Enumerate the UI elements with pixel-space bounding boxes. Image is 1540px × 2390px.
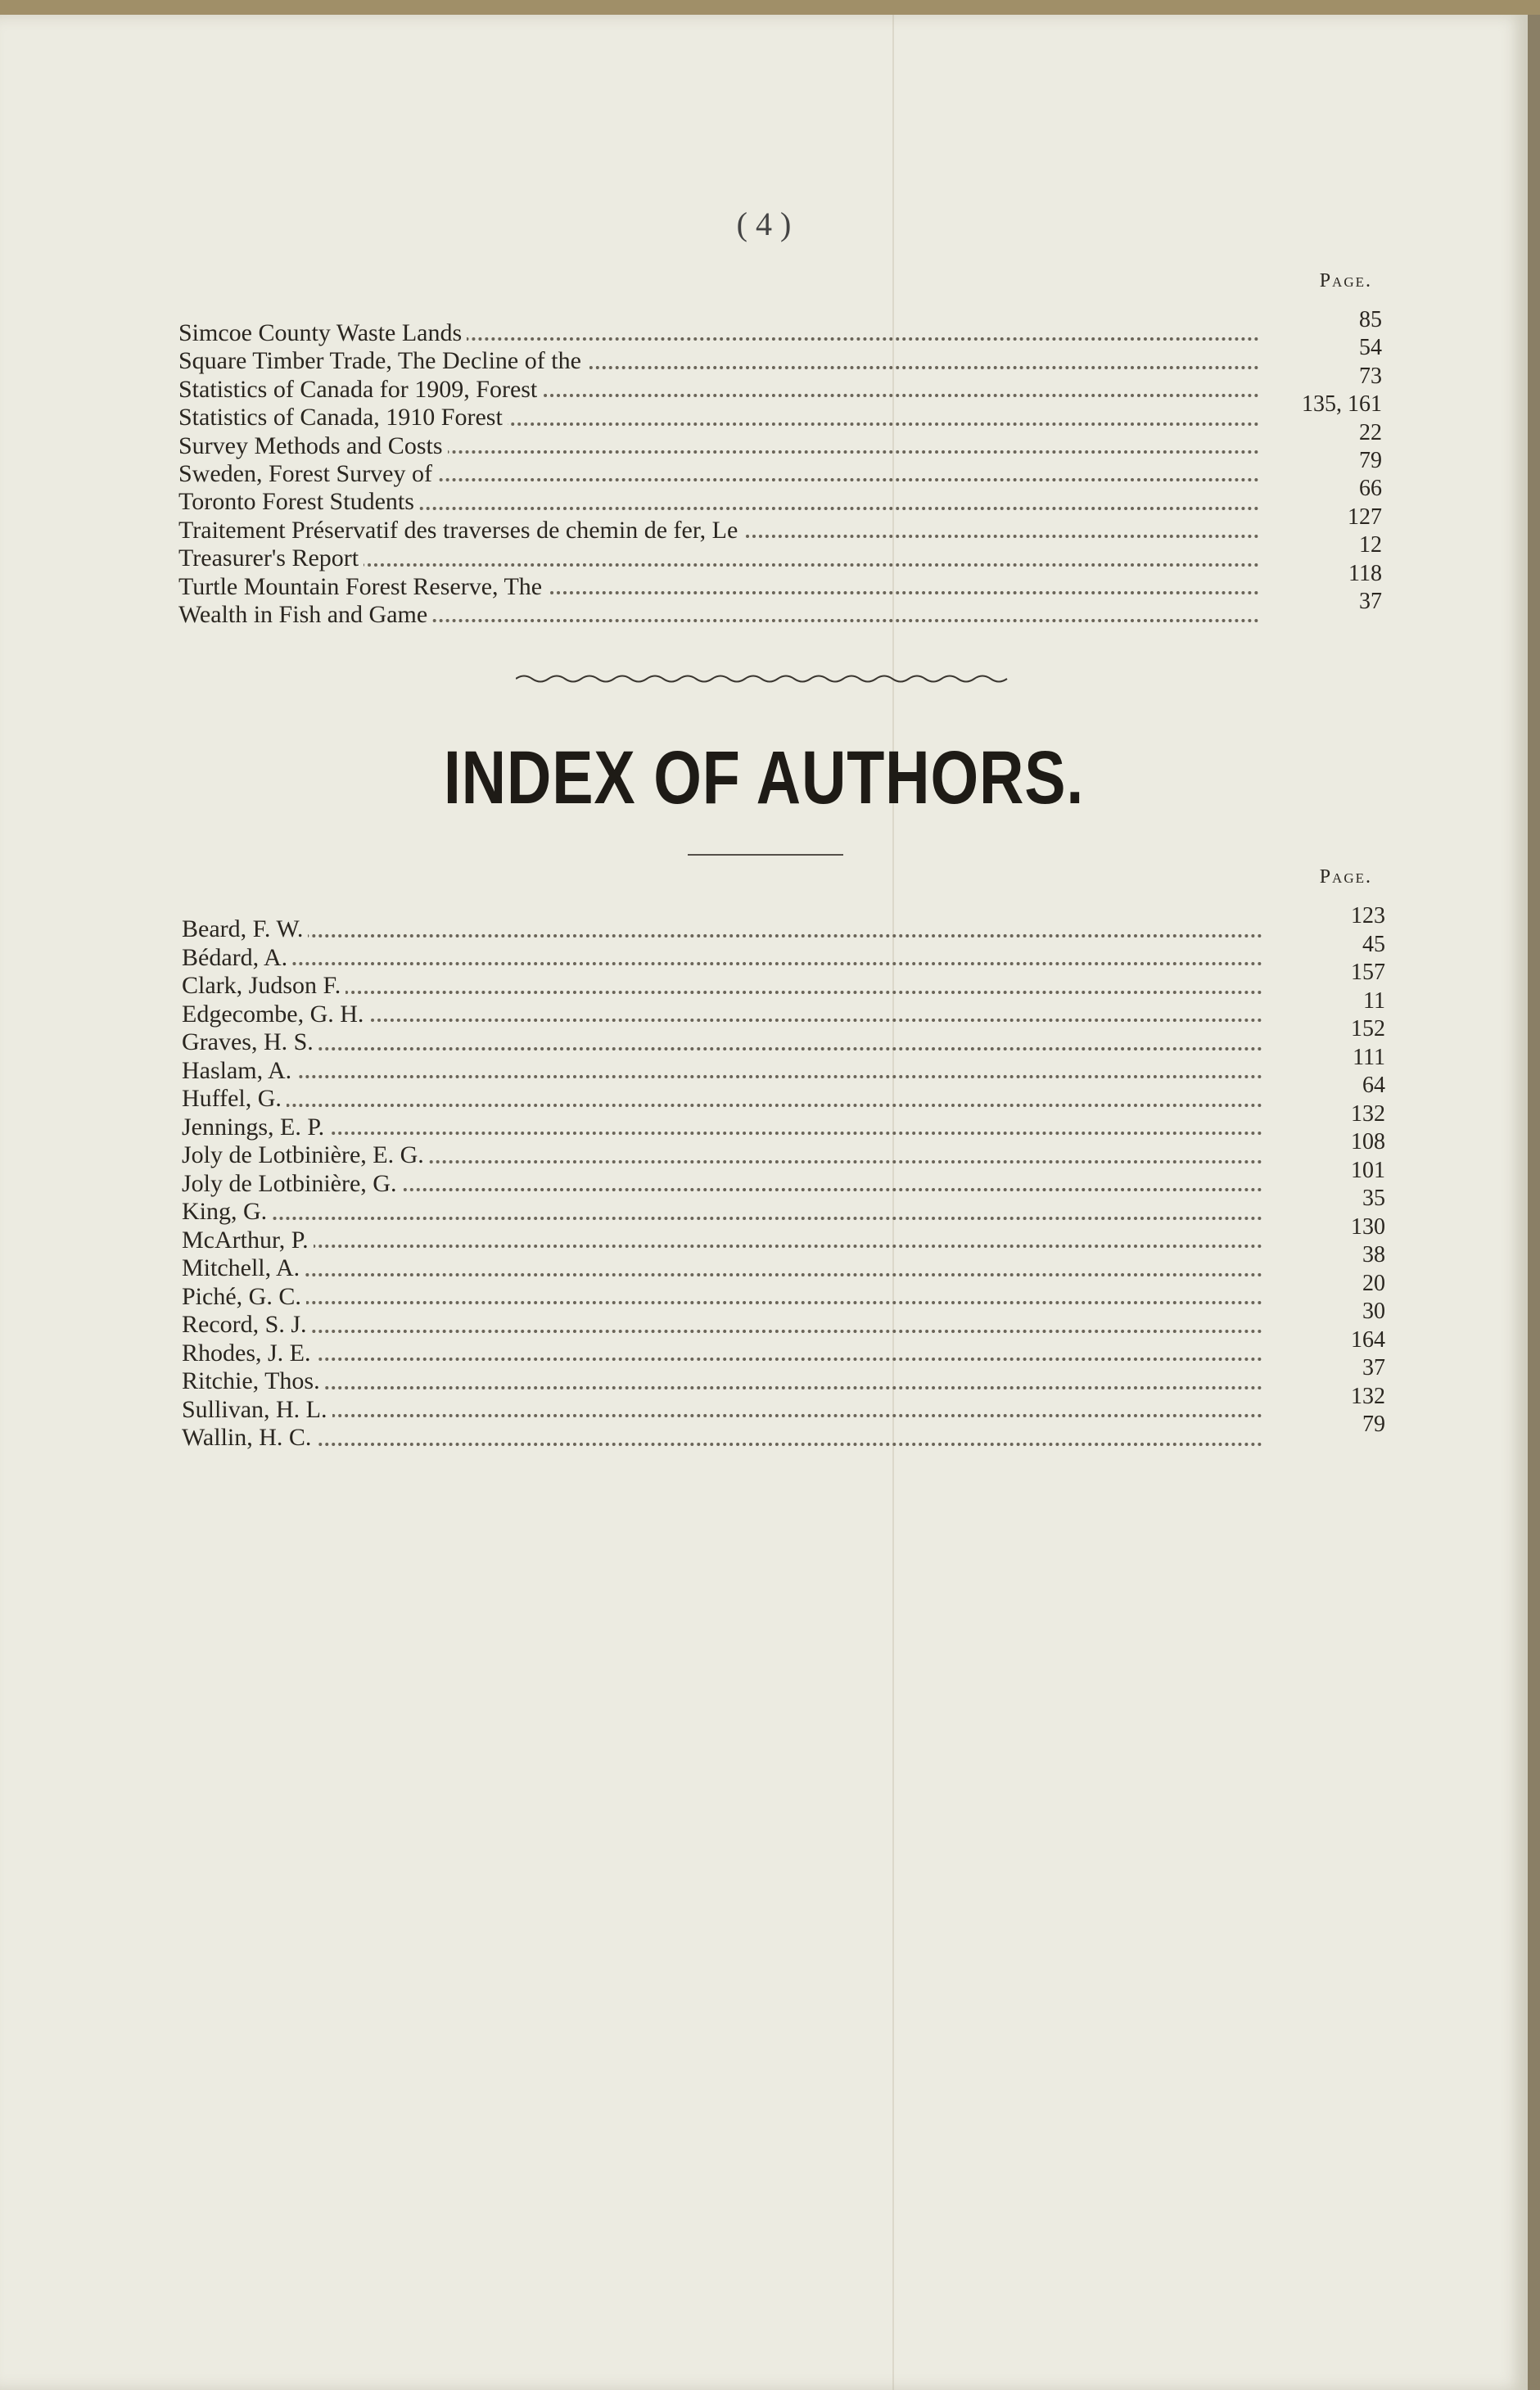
entry-page: 79 (1259, 447, 1382, 475)
leader-dots (182, 1245, 1262, 1248)
author-page: 11 (1262, 987, 1385, 1015)
leader-dots (182, 1104, 1262, 1107)
entry-page: 54 (1259, 334, 1382, 362)
leader-dots (182, 1443, 1262, 1446)
title-underline-rule (688, 854, 843, 856)
entry-title: Statistics of Canada for 1909, Forest (178, 376, 542, 403)
author-name: Clark, Judson F. (182, 972, 345, 999)
author-page: 64 (1262, 1072, 1385, 1100)
entry-page: 22 (1259, 419, 1382, 447)
list-item (182, 1016, 1385, 1057)
index-of-authors-title: INDEX OF AUTHORS. (443, 736, 1085, 820)
author-page: 30 (1262, 1298, 1385, 1326)
list-item (178, 476, 1382, 516)
list-item (178, 560, 1382, 601)
entry-title: Simcoe County Waste Lands (178, 319, 467, 346)
list-item (178, 363, 1382, 404)
leader-dots (182, 1386, 1262, 1389)
list-item (178, 447, 1382, 488)
list-item (182, 1326, 1385, 1368)
document-page (0, 15, 1528, 2390)
list-item (182, 1270, 1385, 1312)
leader-dots (182, 1217, 1262, 1220)
authors-index-list (182, 903, 1385, 1453)
leader-dots (182, 1075, 1262, 1078)
list-item (178, 588, 1382, 629)
leader-dots (182, 1301, 1262, 1304)
author-page: 38 (1262, 1241, 1385, 1269)
author-page: 108 (1262, 1128, 1385, 1156)
list-item (182, 1412, 1385, 1453)
list-item (182, 931, 1385, 973)
list-item (178, 532, 1382, 572)
entry-title: Square Timber Trade, The Decline of the (178, 347, 586, 374)
author-page: 132 (1262, 1100, 1385, 1128)
leader-dots (182, 1132, 1262, 1135)
list-item (182, 1383, 1385, 1425)
author-name: Edgecombe, G. H. (182, 1001, 368, 1028)
entry-page: 37 (1259, 588, 1382, 616)
entry-title: Traitement Préservatif des traverses de chemin de fer, Le (178, 517, 743, 544)
author-page: 37 (1262, 1354, 1385, 1382)
book-binding-edge (0, 0, 1540, 15)
author-page: 35 (1262, 1185, 1385, 1213)
page-number: ( 4 ) (736, 206, 792, 242)
entry-title: Sweden, Forest Survey of (178, 460, 437, 487)
leader-dots (182, 1273, 1262, 1276)
list-item (182, 1073, 1385, 1114)
leader-dots (182, 962, 1262, 965)
entry-page: 66 (1259, 475, 1382, 503)
list-item (178, 504, 1382, 544)
author-page: 45 (1262, 931, 1385, 959)
list-item (182, 1242, 1385, 1283)
author-page: 130 (1262, 1213, 1385, 1241)
entry-title: Statistics of Canada, 1910 Forest (178, 404, 508, 431)
list-item (178, 307, 1382, 347)
leader-dots (182, 1414, 1262, 1417)
author-page: 157 (1262, 959, 1385, 987)
subject-index-list (178, 307, 1382, 629)
entry-page: 135, 161 (1259, 391, 1382, 418)
author-name: Joly de Lotbinière, G. (182, 1170, 401, 1197)
author-page: 101 (1262, 1157, 1385, 1185)
author-name: McArthur, P. (182, 1227, 314, 1254)
list-item (178, 391, 1382, 431)
list-item (182, 1044, 1385, 1086)
author-name: Rhodes, J. E. (182, 1340, 316, 1367)
entry-page: 118 (1259, 560, 1382, 588)
author-name: Piché, G. C. (182, 1283, 306, 1310)
author-name: Haslam, A. (182, 1057, 296, 1084)
list-item (182, 987, 1385, 1029)
author-name: Huffel, G. (182, 1085, 287, 1112)
list-item (182, 960, 1385, 1001)
subject-page-column-header: Page. (1319, 270, 1372, 291)
list-item (178, 335, 1382, 375)
author-page: 132 (1262, 1383, 1385, 1411)
author-page: 152 (1262, 1015, 1385, 1043)
author-name: Mitchell, A. (182, 1254, 305, 1281)
list-item (182, 1100, 1385, 1142)
leader-dots (182, 1358, 1262, 1361)
leader-dots (182, 1047, 1262, 1050)
author-name: Bédard, A. (182, 944, 292, 971)
author-name: Wallin, H. C. (182, 1424, 316, 1451)
author-page: 20 (1262, 1270, 1385, 1298)
entry-title: Turtle Mountain Forest Reserve, The (178, 573, 547, 600)
author-page: 79 (1262, 1411, 1385, 1439)
list-item (182, 903, 1385, 944)
leader-dots (182, 1330, 1262, 1333)
entry-title: Wealth in Fish and Game (178, 601, 432, 628)
list-item (182, 1129, 1385, 1170)
authors-page-column-header: Page. (1319, 866, 1372, 888)
author-name: Joly de Lotbinière, E. G. (182, 1141, 429, 1168)
author-name: Sullivan, H. L. (182, 1396, 332, 1423)
list-item (182, 1213, 1385, 1255)
leader-dots (182, 934, 1262, 937)
author-page: 164 (1262, 1326, 1385, 1354)
author-name: Beard, F. W. (182, 915, 308, 942)
entry-title: Survey Methods and Costs (178, 432, 448, 459)
author-name: Ritchie, Thos. (182, 1367, 325, 1394)
entry-page: 73 (1259, 363, 1382, 391)
list-item (178, 419, 1382, 460)
entry-page: 12 (1259, 531, 1382, 559)
author-name: King, G. (182, 1198, 272, 1225)
entry-title: Treasurer's Report (178, 544, 364, 572)
author-name: Graves, H. S. (182, 1028, 318, 1055)
list-item (182, 1355, 1385, 1396)
author-page: 111 (1262, 1044, 1385, 1072)
author-name: Record, S. J. (182, 1311, 312, 1338)
entry-page: 127 (1259, 504, 1382, 531)
list-item (182, 1186, 1385, 1227)
wavy-divider (516, 673, 1015, 684)
author-page: 123 (1262, 902, 1385, 930)
entry-page: 85 (1259, 306, 1382, 334)
list-item (182, 1299, 1385, 1340)
author-name: Jennings, E. P. (182, 1114, 329, 1141)
list-item (182, 1157, 1385, 1199)
entry-title: Toronto Forest Students (178, 488, 419, 515)
